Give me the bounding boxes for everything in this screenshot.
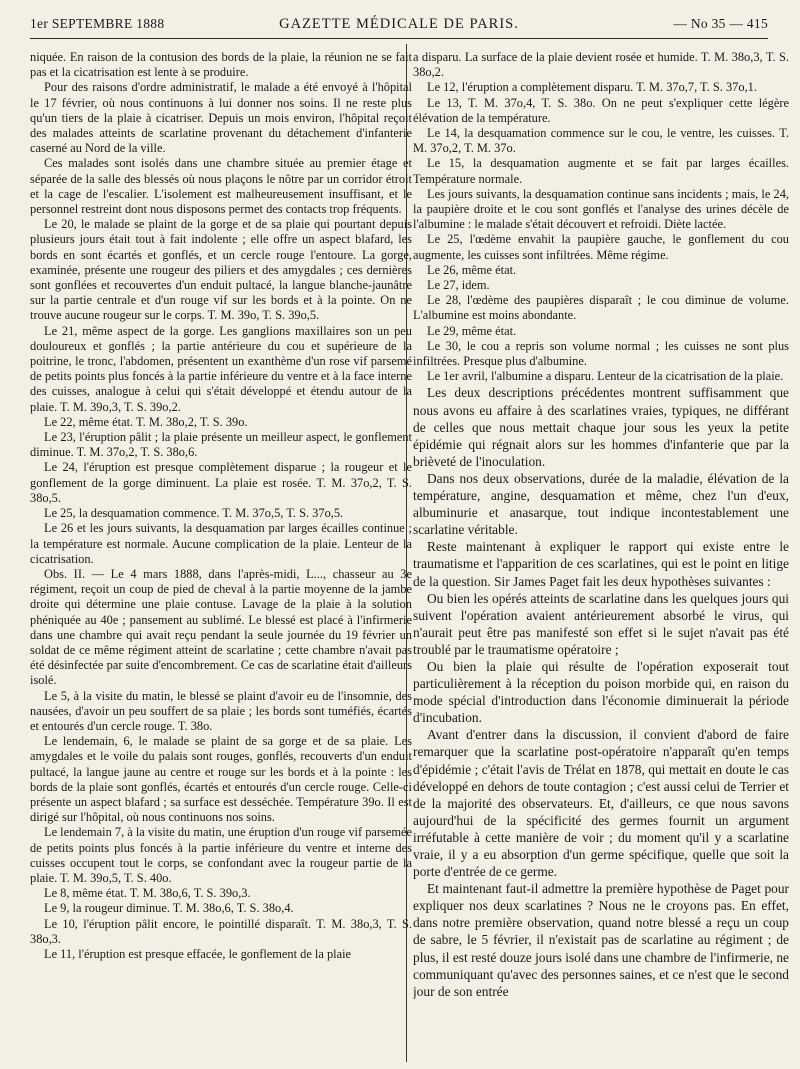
running-header: [30, 16, 768, 36]
paragraph: Le 28, l'œdème des paupières disparaît ; le cou diminue de volume. L'albumine est moins abondante.: [413, 293, 789, 323]
paragraph: Le 26, même état.: [427, 262, 517, 277]
paragraph: Le 27, idem.: [427, 278, 490, 293]
paragraph: Le 21, même aspect de la gorge. Les ganglions maxillaires son un peu douloureux et gonflés ; la partie antérieure du cou et supérieure de la poitrine, le tronc, l'abdomen, présentent un exanthème d'un rose vif parsemé de petits points plus foncés à la partie inférieure du ventre et à la face interne des cuisses, analogue à celui qui s'était développé et étendu autour de la plaie. T. M. 39o,3, T. S. 39o,2.: [30, 323, 412, 414]
observation-heading-paragraph: Obs. II. — Le 4 mars 1888, dans l'après-midi, L..., chasseur au 3e régiment, reçoit un coup de pied de cheval à la partie moyenne de la jambe droite qui détermine une plaie contuse. Lavage de la plaie à la solution phéniquée au 40e ; pansement au sublimé. Le blessé est placé à l'infirmerie dans une chambre qui avait reçu pendant la seule journée du 19 février un soldat de ce même régiment atteint de scarlatine ; cette chambre n'avait pas été désinfectée par suite d'encombrement. Ce cas de scarlatine était d'ailleurs isolé.: [30, 566, 412, 688]
paragraph: Le 13, T. M. 37o,4, T. S. 38o. On ne peut s'expliquer cette légère élévation de la température.: [413, 95, 789, 125]
paragraph: Le 22, même état. T. M. 38o,2, T. S. 39o.: [44, 414, 248, 429]
paragraph: Le 25, la desquamation commence. T. M. 37o,5, T. S. 37o,5.: [44, 506, 344, 521]
paragraph: Le 25, l'œdème envahit la paupière gauche, le gonflement du cou augmente, les cuisses sont infiltrées. Même régime.: [413, 232, 789, 262]
paragraph: Les deux descriptions précédentes montrent suffisamment que nous avons eu affaire à des scarlatines vraies, typiques, ne différant de celles que nous mettait chaque jour sous les yeux la petite épidémie qui régnait alors sur les hommes d'infanterie que par la brièveté de l'inoculation.: [413, 385, 789, 469]
paragraph: Le lendemain 7, à la visite du matin, une éruption d'un rouge vif parsemée de petits points plus foncés à la partie inférieure du ventre et interne des cuisses occupent tout le corps, se confondant avec la rougeur partie de la plaie. T. M. 39o,5, T. S. 40o.: [30, 825, 412, 885]
paragraph: Le 9, la rougeur diminue. T. M. 38o,6, T. S. 38o,4.: [44, 901, 294, 916]
paragraph: Le 24, l'éruption est presque complètement disparue ; la rougeur et le gonflement de la gorge diminuent. La plaie est rosée. T. M. 37o,2, T. S. 38o,5.: [30, 460, 412, 505]
paragraph: Ou bien la plaie qui résulte de l'opération exposerait tout particulièrement à la réception du poison morbide qui, en raison du mode spécial d'introduction dans l'économie diminuerait la période d'incubation.: [413, 658, 789, 726]
paragraph: Avant d'entrer dans la discussion, il convient d'abord de faire remarquer que la scarlatine post-opératoire n'apparaît qu'en temps d'épidémie ; c'était l'avis de Trélat en 1878, qui mettait en doute le cas développé en dehors de toute contagion ; c'est aussi celui de Terrier et de la majorité des observateurs. Et, d'ailleurs, ce que nous savons aujourd'hui de la spécificité des germes fournit un argument irréfutable à cette manière de voir ; du moment qu'il y a scarlatine vraie, il y a eu absorption d'un germe spécifique, quelle que soit la porte d'entrée de ce germe.: [413, 727, 789, 880]
paragraph: Dans nos deux observations, durée de la maladie, élévation de la température, angine, desquamation et même, chez l'un d'eux, albuminurie et anasarque, tout indique incontestablement une scarlatine véritable.: [413, 470, 789, 538]
paragraph: Ou bien les opérés atteints de scarlatine dans les quelques jours qui suivent l'opération avaient antérieurement absorbé le virus, qui n'aurait peut être pas manifesté son effet si le sujet n'avait pas été troublé par le traumatisme opératoire ;: [413, 590, 789, 657]
left-column: [30, 50, 412, 1060]
paragraph: a disparu. La surface de la plaie devient rosée et humide. T. M. 38o,3, T. S. 38o,2.: [413, 50, 789, 80]
paragraph: Le 23, l'éruption pâlit ; la plaie présente un meilleur aspect, le gonflement diminue. T. M. 37o,2, T. S. 38o,6.: [30, 430, 412, 460]
header-rule: [30, 38, 768, 39]
paragraph: niquée. En raison de la contusion des bords de la plaie, la réunion ne se fait pas et la cicatrisation est lente à se produire.: [30, 50, 412, 80]
paragraph: Le 20, le malade se plaint de la gorge et de sa plaie qui pourtant depuis plusieurs jours était tout à fait indolente ; elle offre un aspect blafard, les bords en sont écartés et gonflés, et un cercle rouge l'entoure. La gorge, examinée, présente une rougeur des piliers et des amygdales ; ces dernières sont gonflées et recouvertes d'un enduit pultacé, la langue blanche-jaunâtre sur la partie centrale et d'un rouge vif sur les bords et à la pointe. On ne trouve aucune rougeur sur le corps. T. M. 39o, T. S. 39o,5.: [30, 217, 412, 323]
issue-page-number: — No 35 — 415: [673, 16, 768, 31]
paragraph: Le 15, la desquamation augmente et se fait par larges écailles. Température normale.: [413, 156, 789, 186]
paragraph: Le lendemain, 6, le malade se plaint de sa gorge et de sa plaie. Les amygdales et le voile du palais sont rouges, gonflés, recouverts d'un enduit pultacé, la langue jaune au centre et rouge sur les bords et à la pointe : les bords de la plaie sont gonflés, écartés et entourés d'un cercle rouge. Celle-ci présente un aspect blafard ; sa surface est desséchée. Température 39o. Il est dirigé sur l'hôpital, où nous continuons nos soins.: [30, 734, 412, 825]
paragraph: Le 30, le cou a repris son volume normal ; les cuisses ne sont plus infiltrées. Presque plus d'albumine.: [413, 338, 789, 369]
journal-title: GAZETTE MÉDICALE DE PARIS.: [279, 16, 519, 32]
paragraph: Le 8, même état. T. M. 38o,6, T. S. 39o,3.: [44, 886, 251, 901]
header-date: 1er SEPTEMBRE 1888: [30, 16, 165, 31]
paragraph: Le 12, l'éruption a complètement disparu. T. M. 37o,7, T. S. 37o,1.: [427, 80, 757, 95]
paragraph: Le 26 et les jours suivants, la desquamation par larges écailles continue ; la température est normale. Aucune complication de la plaie. Lenteur de la cicatrisation.: [30, 521, 412, 566]
paragraph: Reste maintenant à expliquer le rapport qui existe entre le traumatisme et l'apparition de ces scarlatines, qui est le point en litige de la question. Sir James Paget fait les deux hypothèses suivantes :: [413, 539, 789, 589]
paragraph: Les jours suivants, la desquamation continue sans incidents ; mais, le 24, la paupière droite et le cou sont gonflés et l'analyse des urines décèle de l'albumine : le malade s'était découvert et refroidi. Diète lactée.: [413, 186, 789, 232]
paragraph: Le 1er avril, l'albumine a disparu. Lenteur de la cicatrisation de la plaie.: [427, 369, 784, 384]
paragraph: Le 29, même état.: [427, 323, 517, 338]
paragraph: Le 14, la desquamation commence sur le cou, le ventre, les cuisses. T. M. 37o,2, T. M. 37o.: [413, 126, 789, 156]
paragraph: Pour des raisons d'ordre administratif, le malade a été envoyé à l'hôpital le 17 février, où nous continuons à lui donner nos soins. Il ne reste plus qu'un tiers de la plaie à cicatriser. Depuis un mois environ, l'hôpital reçoit des malades atteints de scarlatine provenant du détachement d'infanterie caserné au Nord de la ville.: [30, 80, 412, 156]
paragraph: Le 5, à la visite du matin, le blessé se plaint d'avoir eu de l'insomnie, des nausées, d'avoir un peu souffert de sa plaie ; les bords sont tuméfiés, écartés et entourés d'un cercle rouge. T. 38o.: [30, 688, 412, 733]
paragraph: Le 10, l'éruption pâlit encore, le pointillé disparaît. T. M. 38o,3, T. S. 38o,3.: [30, 916, 412, 946]
paragraph: Ces malades sont isolés dans une chambre située au premier étage et séparée de la salle des blessés où nous plaçons le nôtre par un corridor étroit et la cage de l'escalier. L'isolement est malheureusement insuffisant, et le personnel restreint dont nous disposons permet des contacts trop fréquents.: [30, 156, 412, 217]
right-column: [413, 50, 789, 1060]
paragraph: Et maintenant faut-il admettre la première hypothèse de Paget pour expliquer nos deux scarlatines ? Nous ne le croyons pas. En effet, dans notre première observation, quand notre blessé a reçu un coup de sabre, le 5 février, il n'existait pas de scarlatine au régiment ; de plus, il est resté douze jours isolé dans une chambre de l'infirmerie, ne communiquant qu'avec des personnes saines, et ce n'est que le second jour de son entrée: [413, 881, 789, 999]
paragraph: Le 11, l'éruption est presque effacée, le gonflement de la plaie: [44, 946, 352, 961]
